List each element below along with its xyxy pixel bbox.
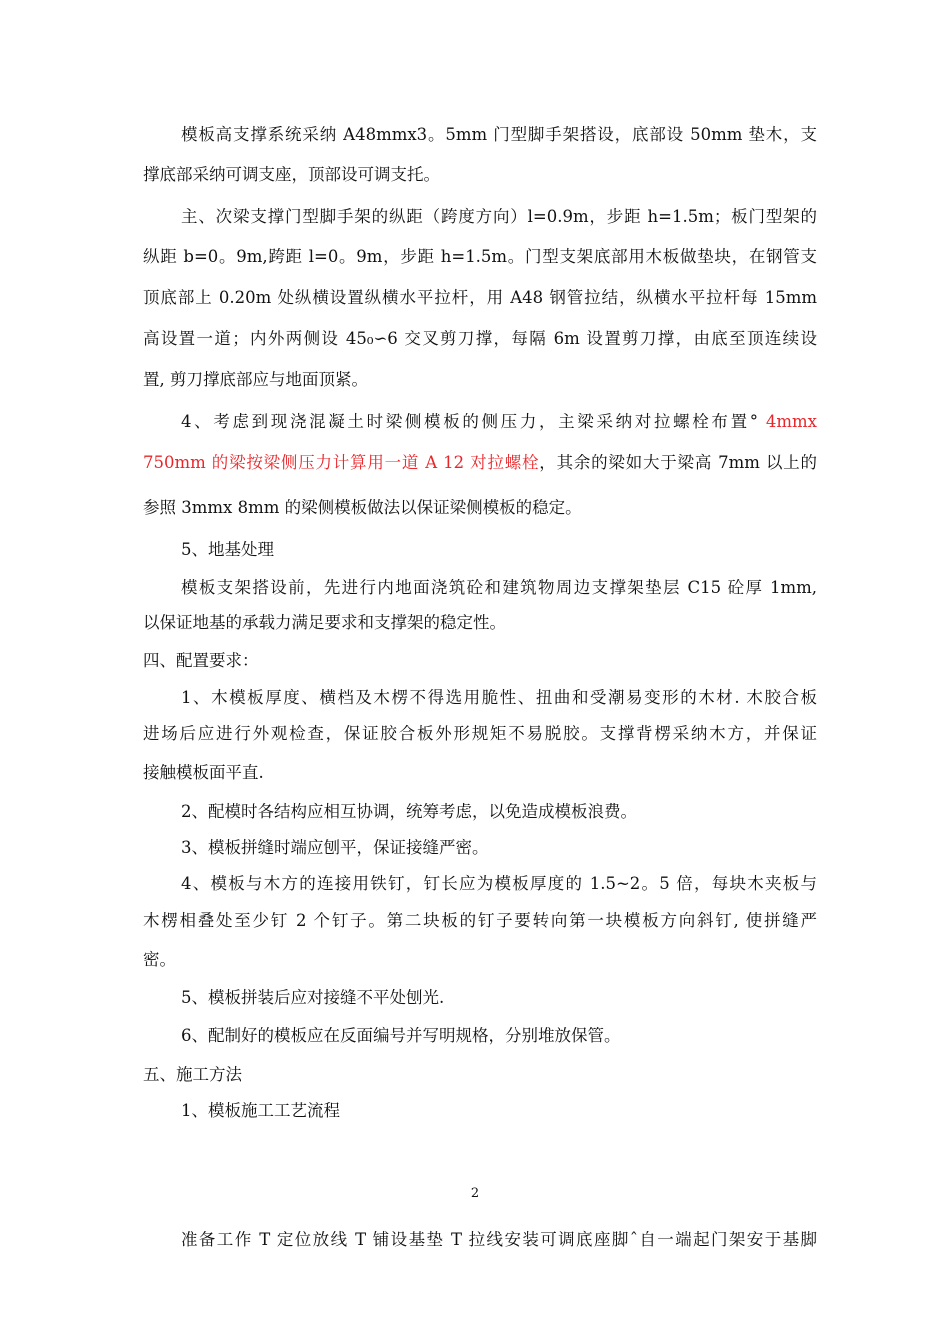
paragraph-line <box>181 411 817 433</box>
paragraph-line: 进场后应进行外观检查，保证胶合板外形规矩不易脱胶。支撑背楞采纳木方，并保证 <box>143 724 817 743</box>
paragraph-line: 密。 <box>143 950 176 969</box>
paragraph-line: 模板支架搭设前，先进行内地面浇筑砼和建筑物周边支撑架垫层 C15 砼厚 1mm, <box>181 578 817 597</box>
paragraph-line: 模板高支撑系统采纳 A48mmx3。5mm 门型脚手架搭设，底部设 50mm 垫木，支 <box>181 125 817 144</box>
paragraph-line: 2、配模时各结构应相互协调，统筹考虑，以免造成模板浪费。 <box>181 802 637 821</box>
paragraph-line: 5、模板拼装后应对接缝不平处刨光. <box>181 988 445 1007</box>
paragraph-line: 4、模板与木方的连接用铁钉，钉长应为模板厚度的 1.5~2。5 倍，每块木夹板与 <box>181 874 817 893</box>
paragraph-line: 撑底部采纳可调支座，顶部设可调支托。 <box>143 165 440 184</box>
section-subheading: 1、模板施工工艺流程 <box>181 1101 340 1120</box>
paragraph-line: 接触模板面平直. <box>143 763 264 782</box>
page-number: 2 <box>470 1186 480 1201</box>
section-subheading: 5、地基处理 <box>181 540 274 559</box>
paragraph-line: 参照 3mmx 8mm 的梁侧模板做法以保证梁侧模板的稳定。 <box>143 498 582 517</box>
paragraph-text: 4、考虑到现浇混凝土时梁侧模板的侧压力，主梁采纳对拉螺栓布置° <box>181 412 758 431</box>
paragraph-line: 纵距 b=0。9m,跨距 l=0。9m，步距 h=1.5m。门型支架底部用木板做垫块，在钢管支 <box>143 247 817 266</box>
paragraph-line: 以保证地基的承载力满足要求和支撑架的稳定性。 <box>143 613 506 632</box>
paragraph-line: 主、次梁支撑门型脚手架的纵距（跨度方向）l=0.9m，步距 h=1.5m；板门型架的 <box>181 207 817 226</box>
highlighted-text: 4mmx <box>765 412 817 431</box>
paragraph-line: 置, 剪刀撑底部应与地面顶紧。 <box>143 370 368 389</box>
paragraph-line: 木楞相叠处至少钉 2 个钉子。第二块板的钉子要转向第一块模板方向斜钉, 使拼缝严 <box>143 911 817 930</box>
paragraph-text: ，其余的梁如大于梁高 7mm 以上的 <box>539 453 818 472</box>
paragraph-line: 1、木模板厚度、横档及木楞不得选用脆性、扭曲和受潮易变形的木材. 木胶合板 <box>181 688 817 707</box>
paragraph-line: 顶底部上 0.20m 处纵横设置纵横水平拉杆，用 A48 钢管拉结，纵横水平拉杆每 15mm <box>143 288 817 307</box>
paragraph-line <box>143 452 817 474</box>
paragraph-line: 6、配制好的模板应在反面编号并写明规格，分别堆放保管。 <box>181 1026 621 1045</box>
paragraph-line: 3、模板拼缝时端应刨平，保证接缝严密。 <box>181 838 489 857</box>
section-heading: 五、施工方法 <box>143 1065 242 1084</box>
section-heading: 四、配置要求： <box>143 651 259 670</box>
paragraph-line: 准备工作 T 定位放线 T 铺设基垫 T 拉线安装可调底座脚ˆ自一端起门架安于基脚 <box>181 1230 817 1249</box>
paragraph-line: 高设置一道；内外两侧设 45₀∽6 交叉剪刀撑，每隔 6m 设置剪刀撑，由底至顶连续设 <box>143 329 817 348</box>
highlighted-text: 750mm 的梁按梁侧压力计算用一道 A 12 对拉螺栓 <box>143 453 540 472</box>
